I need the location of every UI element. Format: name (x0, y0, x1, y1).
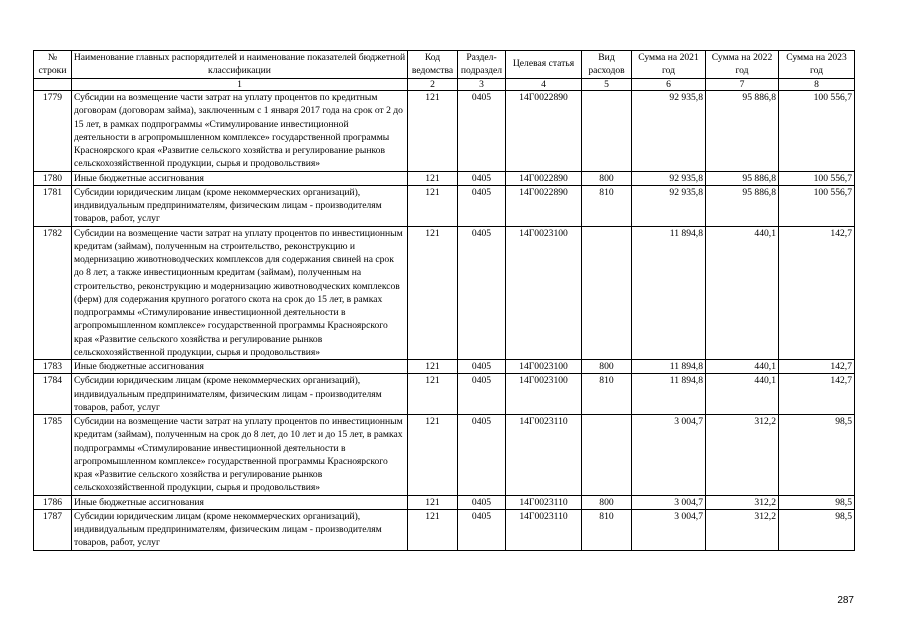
sum-2021: 11 894,8 (632, 226, 706, 360)
row-name: Иные бюджетные ассигнования (72, 171, 408, 185)
header-name: Наименование главных распорядителей и наименование показателей бюджетной классификации (72, 51, 408, 79)
target-article: 14Г0023110 (506, 415, 582, 496)
row-name: Субсидии на возмещение части затрат на уплату процентов по кредитным договорам (договорам займа), заключенным с 1 января 2017 года на срок от 2 до 15 лет, в рамках подпрограммы «Стимулирование инвестиционной деятельности в агропромышленном комплексе» государственной программы Красноярского края «Развитие сельского хозяйства и регулирование рынков сельскохозяйственной продукции, сырья и продовольствия» (72, 91, 408, 172)
sum-2021: 92 935,8 (632, 185, 706, 226)
table-row (34, 374, 855, 415)
target-article: 14Г0022890 (506, 91, 582, 172)
budget-table (33, 50, 855, 551)
table-header-row (34, 51, 855, 79)
expense-type (582, 226, 632, 360)
expense-type (582, 91, 632, 172)
sum-2022: 312,2 (706, 415, 779, 496)
sum-2021: 92 935,8 (632, 171, 706, 185)
column-number: 6 (632, 79, 706, 91)
sum-2021: 3 004,7 (632, 509, 706, 550)
sum-2023: 100 556,7 (779, 185, 855, 226)
expense-type: 810 (582, 509, 632, 550)
sum-2023: 98,5 (779, 415, 855, 496)
table-row (34, 226, 855, 360)
column-number: 4 (506, 79, 582, 91)
header-row-number: № строки (34, 51, 72, 79)
table-row (34, 171, 855, 185)
section-code: 0405 (458, 495, 506, 509)
header-sum-2023: Сумма на 2023 год (779, 51, 855, 79)
expense-type (582, 415, 632, 496)
department-code: 121 (408, 226, 458, 360)
row-name: Субсидии юридическим лицам (кроме некоммерческих организаций), индивидуальным предпринимателям, физическим лицам - производителям товаров, работ, услуг (72, 185, 408, 226)
header-department-code: Код ведомства (408, 51, 458, 79)
department-code: 121 (408, 415, 458, 496)
target-article: 14Г0023100 (506, 374, 582, 415)
row-name: Субсидии юридическим лицам (кроме некоммерческих организаций), индивидуальным предпринимателям, физическим лицам - производителям товаров, работ, услуг (72, 374, 408, 415)
department-code: 121 (408, 360, 458, 374)
section-code: 0405 (458, 185, 506, 226)
sum-2021: 3 004,7 (632, 495, 706, 509)
header-sum-2022: Сумма на 2022 год (706, 51, 779, 79)
row-name: Иные бюджетные ассигнования (72, 360, 408, 374)
sum-2023: 100 556,7 (779, 91, 855, 172)
section-code: 0405 (458, 171, 506, 185)
sum-2023: 98,5 (779, 509, 855, 550)
expense-type: 800 (582, 495, 632, 509)
sum-2022: 95 886,8 (706, 171, 779, 185)
target-article: 14Г0022890 (506, 171, 582, 185)
row-number: 1781 (34, 185, 72, 226)
target-article: 14Г0023110 (506, 509, 582, 550)
column-number: 8 (779, 79, 855, 91)
target-article: 14Г0022890 (506, 185, 582, 226)
header-section: Раздел-подраздел (458, 51, 506, 79)
column-number: 2 (408, 79, 458, 91)
department-code: 121 (408, 509, 458, 550)
section-code: 0405 (458, 360, 506, 374)
sum-2022: 95 886,8 (706, 91, 779, 172)
row-name: Субсидии на возмещение части затрат на уплату процентов по инвестиционным кредитам (займам), полученным на строительство, реконструкцию и модернизацию животноводческих комплексов для содержания свиней на срок до 8 лет, а также инвестиционным кредитам (займам), полученным на строительство, реконструкцию и модернизацию животноводческих комплексов (ферм) для содержания крупного рогатого скота на срок до 15 лет, в рамках подпрограммы «Стимулирование инвестиционной деятельности в агропромышленном комплексе» государственной программы Красноярского края «Развитие сельского хозяйства и регулирование рынков сельскохозяйственной продукции, сырья и продовольствия» (72, 226, 408, 360)
row-number: 1783 (34, 360, 72, 374)
department-code: 121 (408, 374, 458, 415)
section-code: 0405 (458, 91, 506, 172)
sum-2023: 142,7 (779, 374, 855, 415)
row-number: 1787 (34, 509, 72, 550)
header-expense-type: Вид расходов (582, 51, 632, 79)
table-row (34, 509, 855, 550)
table-row (34, 415, 855, 496)
table-row (34, 360, 855, 374)
row-number: 1786 (34, 495, 72, 509)
row-number: 1782 (34, 226, 72, 360)
sum-2022: 440,1 (706, 374, 779, 415)
column-numbers-row (34, 79, 855, 91)
sum-2022: 312,2 (706, 509, 779, 550)
sum-2021: 3 004,7 (632, 415, 706, 496)
sum-2022: 312,2 (706, 495, 779, 509)
expense-type: 810 (582, 185, 632, 226)
target-article: 14Г0023100 (506, 226, 582, 360)
row-number: 1785 (34, 415, 72, 496)
section-code: 0405 (458, 374, 506, 415)
section-code: 0405 (458, 226, 506, 360)
section-code: 0405 (458, 509, 506, 550)
sum-2023: 142,7 (779, 226, 855, 360)
department-code: 121 (408, 91, 458, 172)
department-code: 121 (408, 171, 458, 185)
row-name: Иные бюджетные ассигнования (72, 495, 408, 509)
sum-2022: 440,1 (706, 226, 779, 360)
column-number: 7 (706, 79, 779, 91)
target-article: 14Г0023100 (506, 360, 582, 374)
expense-type: 800 (582, 171, 632, 185)
column-number (34, 79, 72, 91)
table-row (34, 185, 855, 226)
section-code: 0405 (458, 415, 506, 496)
sum-2022: 440,1 (706, 360, 779, 374)
sum-2021: 11 894,8 (632, 360, 706, 374)
column-number: 3 (458, 79, 506, 91)
row-name: Субсидии на возмещение части затрат на уплату процентов по инвестиционным кредитам (займам), полученным на срок до 8 лет, до 10 лет и до 15 лет, в рамках подпрограммы «Стимулирование инвестиционной деятельности в агропромышленном комплексе» государственной программы Красноярского края «Развитие сельского хозяйства и регулирование рынков сельскохозяйственной продукции, сырья и продовольствия» (72, 415, 408, 496)
sum-2022: 95 886,8 (706, 185, 779, 226)
sum-2021: 11 894,8 (632, 374, 706, 415)
target-article: 14Г0023110 (506, 495, 582, 509)
row-number: 1784 (34, 374, 72, 415)
row-number: 1780 (34, 171, 72, 185)
expense-type: 810 (582, 374, 632, 415)
sum-2023: 100 556,7 (779, 171, 855, 185)
column-number: 1 (72, 79, 408, 91)
expense-type: 800 (582, 360, 632, 374)
table-row (34, 495, 855, 509)
row-number: 1779 (34, 91, 72, 172)
header-target-article: Целевая статья (506, 51, 582, 79)
header-sum-2021: Сумма на 2021 год (632, 51, 706, 79)
sum-2021: 92 935,8 (632, 91, 706, 172)
table-row (34, 91, 855, 172)
column-number: 5 (582, 79, 632, 91)
sum-2023: 98,5 (779, 495, 855, 509)
department-code: 121 (408, 495, 458, 509)
department-code: 121 (408, 185, 458, 226)
page-number: 287 (837, 595, 854, 606)
sum-2023: 142,7 (779, 360, 855, 374)
row-name: Субсидии юридическим лицам (кроме некоммерческих организаций), индивидуальным предпринимателям, физическим лицам - производителям товаров, работ, услуг (72, 509, 408, 550)
